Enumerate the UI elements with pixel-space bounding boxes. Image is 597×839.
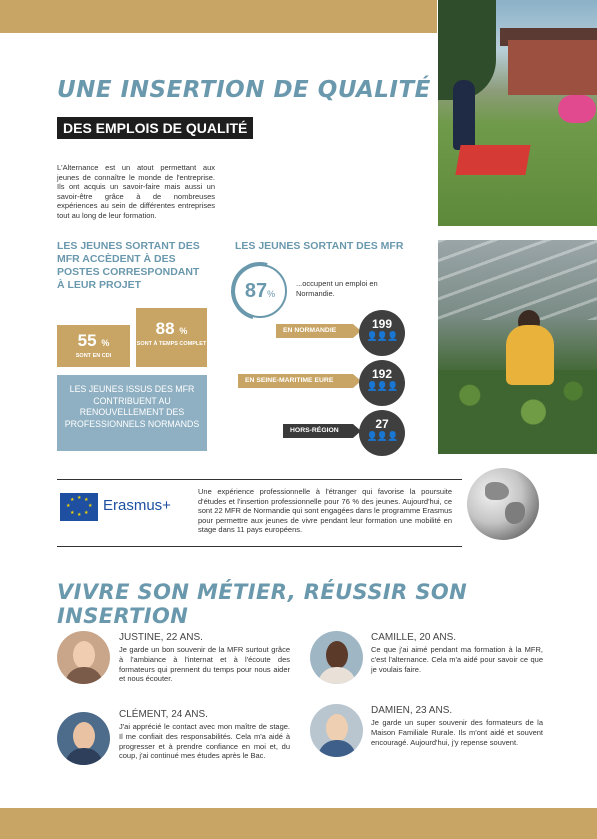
photo-clement: [57, 712, 110, 765]
people-icon: 👤👤👤: [366, 431, 398, 441]
body-shape: [318, 740, 356, 757]
testimonial-text-camille: Ce que j'ai aimé pendant ma formation à la MFR, c'est l'alternance. Cela m'a aidé pour savoir ce que je voulais faire.: [371, 645, 543, 674]
testimonial-name-damien: DAMIEN, 23 ANS.: [371, 705, 453, 716]
stat-full-time: [136, 308, 207, 367]
employment-rate-value: 87: [244, 280, 268, 302]
count-normandie: 199: [371, 317, 393, 331]
photo-greenhouse: [438, 240, 597, 454]
top-gold-band: [0, 0, 437, 33]
count-seine-maritime-eure: 192: [371, 367, 393, 381]
region-tag-hors-region: HORS-RÉGION: [283, 424, 353, 438]
count-circle-hors-region: [359, 410, 405, 456]
stat-full-time-label: SONT À TEMPS COMPLET: [136, 341, 207, 347]
testimonial-name-clement: CLÉMENT, 24 ANS.: [119, 709, 208, 720]
photo-damien: [310, 704, 363, 757]
stat-cdi-value: 55: [77, 331, 97, 350]
body-shape: [65, 667, 103, 684]
testimonial-name-camille: CAMILLE, 20 ANS.: [371, 632, 457, 643]
stat-full-time-unit: %: [179, 326, 188, 336]
renewal-box: LES JEUNES ISSUS DES MFR CONTRIBUENT AU RENOUVELLEMENT DES PROFESSIONNELS NORMANDS: [57, 375, 207, 451]
divider-top: [57, 479, 462, 480]
region-tag-normandie: EN NORMANDIE: [276, 324, 353, 338]
globe-land-shape: [485, 482, 509, 500]
person-shape: [453, 80, 475, 150]
photo-justine: [57, 631, 110, 684]
subtitle-quality-jobs: DES EMPLOIS DE QUALITÉ: [57, 117, 253, 139]
body-shape: [65, 748, 103, 765]
photo-camille: [310, 631, 363, 684]
face-shape: [73, 641, 95, 669]
divider-bottom: [57, 546, 462, 547]
red-table-shape: [455, 145, 530, 175]
section-title-career: VIVRE SON MÉTIER, RÉUSSIR SON INSERTION: [57, 580, 468, 628]
erasmus-description: Une expérience professionnelle à l'étranger qui favorise la poursuite d'études et l'insertion professionnelle pour 76 % des jeunes. Aujourd'hui, ce sont 22 MFR de Normandie qui sont engagées dans le programme Erasmus pour permettre aux jeunes de vivre pendant leur formation une mobilité en stage dans 11 pays européens.: [198, 487, 452, 534]
globe-icon: [467, 468, 539, 540]
count-circle-normandie: [359, 310, 405, 356]
employment-rate-unit: %: [267, 289, 276, 299]
erasmus-logo: [60, 493, 185, 521]
eu-flag-icon: ★ ★ ★ ★ ★ ★ ★ ★: [60, 493, 98, 521]
erasmus-logo-text: Erasmus+: [103, 497, 171, 514]
stat-cdi-label: SONT EN CDI: [75, 353, 112, 359]
right-column-heading: LES JEUNES SORTANT DES MFR: [235, 240, 404, 252]
testimonial-name-justine: JUSTINE, 22 ANS.: [119, 632, 203, 643]
employment-rate-circle: [233, 264, 287, 318]
face-shape: [326, 641, 348, 669]
count-hors-region: 27: [375, 417, 389, 431]
globe-land-shape: [505, 502, 525, 524]
people-icon: 👤👤👤: [366, 331, 398, 341]
count-circle-seine-maritime-eure: [359, 360, 405, 406]
testimonial-text-damien: Je garde un super souvenir des formateurs de la Maison Familiale Rurale. Ils m'ont aidé et souvent encouragé. Aujourd'hui, j'y repense souvent.: [371, 718, 543, 747]
bottom-gold-band: [0, 808, 597, 839]
stat-cdi-unit: %: [101, 338, 110, 348]
house-shape: [508, 40, 597, 95]
left-column-heading: LES JEUNES SORTANT DES MFR ACCÈDENT À DES POSTES CORRESPONDANT À LEUR PROJET: [57, 240, 200, 291]
photo-agility-course: [438, 0, 597, 226]
testimonial-text-clement: J'ai apprécié le contact avec mon maître de stage. Il me confiait des responsabilités. Cela m'a aidé à progresser et à prendre confiance en moi et, du coup, j'ai continué mes études après le Bac.: [119, 722, 290, 761]
face-shape: [73, 722, 95, 750]
testimonial-text-justine: Je garde un bon souvenir de la MFR surtout grâce à l'ambiance à l'internat et à l'écoute des formateurs qui prennent du temps pour nous aider et nous écouter.: [119, 645, 290, 684]
greenhouse-roof-shape: [438, 240, 597, 320]
section-title-insertion: UNE INSERTION DE QUALITÉ: [57, 77, 431, 103]
body-shape: [318, 667, 356, 684]
pink-tunnel-shape: [558, 95, 596, 123]
people-icon: 👤👤👤: [366, 381, 398, 391]
intro-paragraph: L'Alternance est un atout permettant aux jeunes de connaître le monde de l'entreprise. Ils ont acquis un savoir-faire mais aussi un savoir-être grâce à de nombreuses expériences au sein de différentes entreprises tout au long de leur formation.: [57, 163, 215, 220]
worker-shape: [506, 325, 554, 385]
face-shape: [326, 714, 348, 742]
stat-full-time-value: 88: [155, 319, 175, 338]
employment-note: ...occupent un emploi en Normandie.: [296, 279, 378, 298]
stat-cdi: [57, 325, 130, 367]
region-tag-seine-maritime-eure: EN SEINE-MARITIME EURE: [238, 374, 353, 388]
